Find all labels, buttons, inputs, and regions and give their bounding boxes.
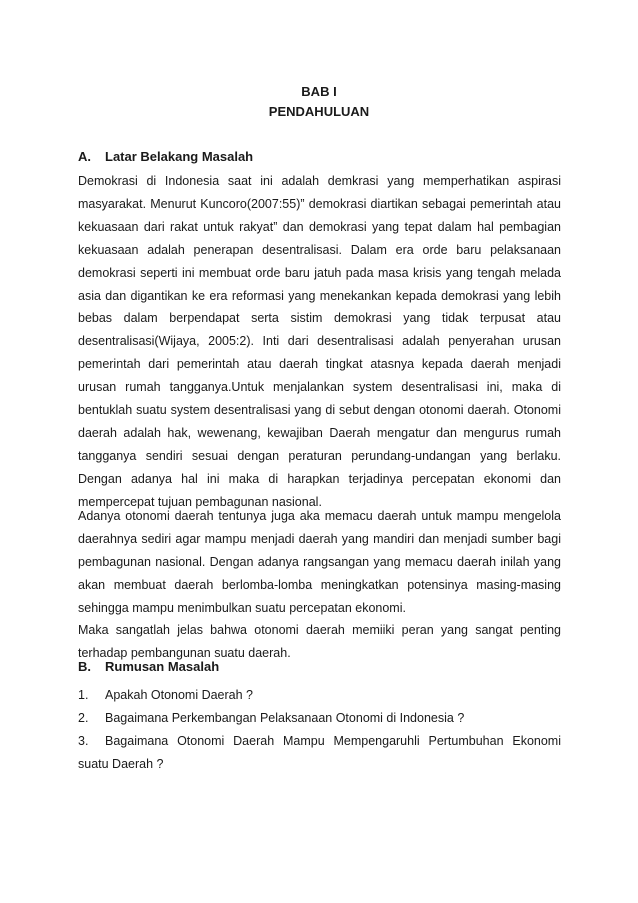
list-item-number: 3.: [78, 734, 89, 748]
list-item-text: Bagaimana Otonomi Daerah Mampu Mempengaruhli Pertumbuhan Ekonomi suatu Daerah ?: [78, 734, 561, 771]
section-b-title: Rumusan Masalah: [105, 659, 220, 674]
list-item: [78, 707, 561, 730]
list-item-text: Apakah Otonomi Daerah ?: [105, 688, 254, 702]
paragraph: Adanya otonomi daerah tentunya juga aka memacu daerah untuk mampu mengelola daerahnya sediri agar mampu menjadi daerah yang mandiri dan menjadi sumber bagi pembagunan nasional. Dengan adanya rangsangan yang memacu daerah inilah yang akan membuat daerah berlomba-lomba meningkatkan potensinya masing-masing sehingga mampu menimbulkan suatu percepatan ekonomi.: [78, 509, 561, 615]
list-item-number: 2.: [78, 711, 89, 725]
paragraph: Maka sangatlah jelas bahwa otonomi daerah memiiki peran yang sangat penting terhadap pembangunan suatu daerah.: [78, 623, 561, 660]
section-a-number: A.: [78, 149, 91, 164]
list-item: [78, 684, 561, 707]
section-a-title: Latar Belakang Masalah: [105, 149, 254, 164]
list-item-number: 1.: [78, 688, 89, 702]
section-a-heading: [78, 149, 253, 164]
list-item: [78, 730, 561, 776]
list-item-text: Bagaimana Perkembangan Pelaksanaan Otonomi di Indonesia ?: [105, 711, 465, 725]
section-b-number: B.: [78, 659, 91, 674]
section-b-heading: [78, 659, 219, 674]
chapter-number: BAB I: [301, 84, 337, 99]
chapter-title: PENDAHULUAN: [268, 104, 370, 119]
paragraph: Demokrasi di Indonesia saat ini adalah demkrasi yang memperhatikan aspirasi masyarakat. Menurut Kuncoro(2007:55)” demokrasi diartikan sebagai pemerintah atau kekuasaan dari rakat untuk rakyat” dan demokrasi yang tepat dalam hal pembagian kekuasaan adalah penerapan desentralisasi. Dalam era orde baru pelaksanaan demokrasi seperti ini membuat orde baru jatuh pada masa krisis yang tengah melada asia dan digantikan ke era reformasi yang menekankan kepada demokrasi yang lebih bebas dalam berpendapat serta sistim demokrasi yang tidak terpusat atau desentralisasi(Wijaya, 2005:2). Inti dari desentralisasi adalah penyerahan urusan pemerintah dari pemerintah atau daerah tingkat atasnya kepada daerah menjadi urusan rumah tangganya.Untuk menjalankan system desentralisasi ini, maka di bentuklah suatu system desentralisasi yang di sebut dengan otonomi daerah. Otonomi daerah adalah hak, wewenang, kewajiban Daerah mengatur dan mengurus rumah tangganya sendiri sesuai dengan peraturan perundang-undangan yang berlaku. Dengan adanya hal ini maka di harapkan terjadinya percepatan ekonomi dan mempercepat tujuan pembagunan nasional.: [78, 174, 561, 509]
